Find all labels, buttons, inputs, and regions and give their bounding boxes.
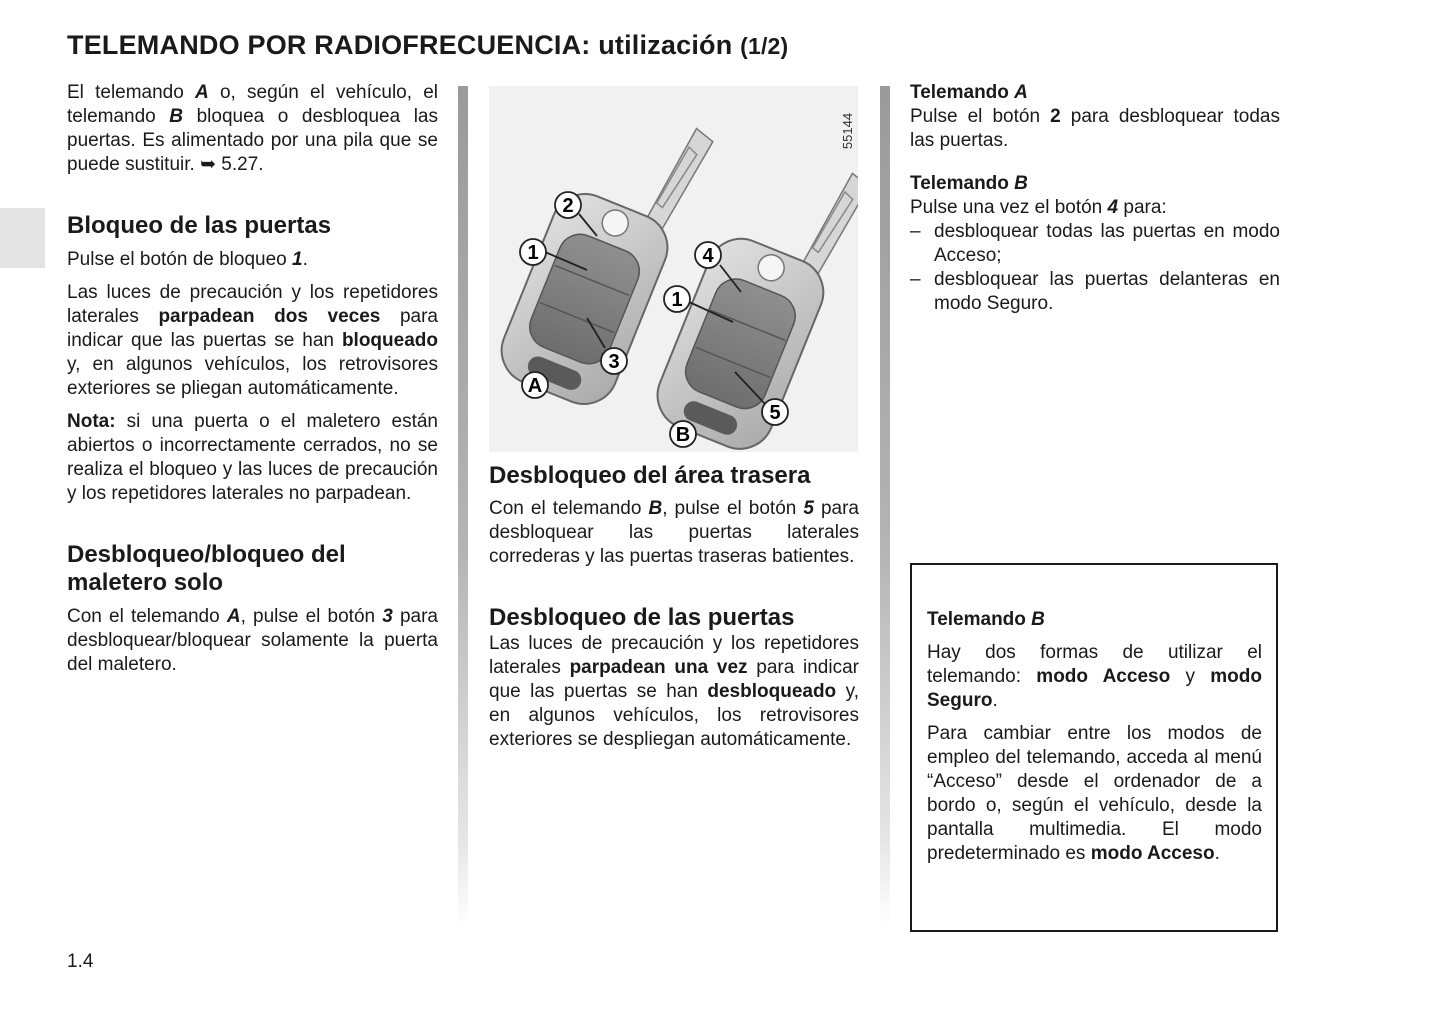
telemando-b-paragraph: Pulse una vez el botón 4 para: <box>910 197 1167 218</box>
bloqueo-description: Las luces de precaución y los repetidores laterales parpadean dos veces para indicar que las puertas se han bloqueado y, en algunos vehículos, los retrovisores exteriores se pliegan automáticamente. <box>67 282 438 399</box>
callout-1-key-a <box>520 239 546 265</box>
figure-reference: 55144 <box>840 112 855 150</box>
callout-2-key-a <box>555 192 581 218</box>
list-item: – desbloquear todas las puertas en modo Acceso; <box>910 220 1280 268</box>
heading-telemando-b: Telemando B <box>910 173 1028 194</box>
maletero-paragraph: Con el telemando A, pulse el botón 3 para desbloquear/bloquear solamente la puerta del maletero. <box>67 606 438 675</box>
box-paragraph-2: Para cambiar entre los modos de empleo del telemando, acceda al menú “Acceso” desde el ordenador de a bordo o, según el vehículo, desde la pantalla multimedia. El modo predeterminado es modo Acceso. <box>927 723 1262 864</box>
svg-text:3: 3 <box>608 351 620 373</box>
telemando-b-list <box>910 220 1280 316</box>
callout-b-label <box>670 421 696 447</box>
svg-text:4: 4 <box>702 245 714 267</box>
remote-keys-illustration <box>489 86 858 452</box>
title-main: TELEMANDO POR RADIOFRECUENCIA: utilización <box>67 30 733 60</box>
heading-telemando-a: Telemando A <box>910 82 1028 103</box>
svg-text:1: 1 <box>527 242 539 264</box>
page-title <box>67 30 788 61</box>
svg-text:1: 1 <box>671 289 683 311</box>
title-suffix: (1/2) <box>740 33 789 59</box>
box-heading: Telemando B <box>927 609 1045 630</box>
heading-bloqueo: Bloqueo de las puertas <box>67 212 332 239</box>
callout-1-key-b <box>664 286 690 312</box>
column-divider-right <box>880 86 890 926</box>
svg-text:A: A <box>527 375 543 397</box>
info-box <box>910 563 1278 932</box>
telemando-a-paragraph: Pulse el botón 2 para desbloquear todas las puertas. <box>910 106 1280 151</box>
box-paragraph-1: Hay dos formas de utilizar el telemando: modo Acceso y modo Seguro. <box>927 642 1262 711</box>
column-right <box>910 81 1280 316</box>
list-item: – desbloquear las puertas delanteras en modo Seguro. <box>910 268 1280 316</box>
heading-trasera: Desbloqueo del área trasera <box>489 462 811 489</box>
heading-desbloqueo: Desbloqueo de las puertas <box>489 604 795 631</box>
svg-text:2: 2 <box>562 195 574 217</box>
remote-keys-figure <box>489 86 858 452</box>
section-tab <box>0 208 45 268</box>
column-divider-left <box>458 86 468 926</box>
callout-a-label <box>522 372 548 398</box>
heading-maletero: Desbloqueo/bloqueo del maletero solo <box>67 541 346 596</box>
page-number: 1.4 <box>67 951 94 972</box>
desbloqueo-paragraph: Las luces de precaución y los repetidores laterales parpadean una vez para indicar que las puertas se han desbloqueado y, en algunos vehículos, los retrovisores exteriores se despliegan automáticamente. <box>489 633 859 750</box>
svg-text:B: B <box>675 424 691 446</box>
svg-text:5: 5 <box>769 402 781 424</box>
callout-4-key-b <box>695 242 721 268</box>
column-middle <box>489 462 859 752</box>
column-left <box>67 81 438 677</box>
callout-5-key-b <box>762 399 788 425</box>
trasera-paragraph: Con el telemando B, pulse el botón 5 para desbloquear las puertas laterales correderas y las puertas traseras batientes. <box>489 498 859 567</box>
callout-3-key-a <box>601 348 627 374</box>
bloqueo-instruction: Pulse el botón de bloqueo 1. <box>67 249 308 270</box>
intro-paragraph: El telemando A o, según el vehículo, el telemando B bloquea o desbloquea las puertas. Es alimentado por una pila que se puede sustituir. ➥ 5.27. <box>67 82 438 175</box>
nota-paragraph: Nota: si una puerta o el maletero están abiertos o incorrectamente cerrados, no se realiza el bloqueo y las luces de precaución y los repetidores laterales no parpadean. <box>67 411 438 504</box>
